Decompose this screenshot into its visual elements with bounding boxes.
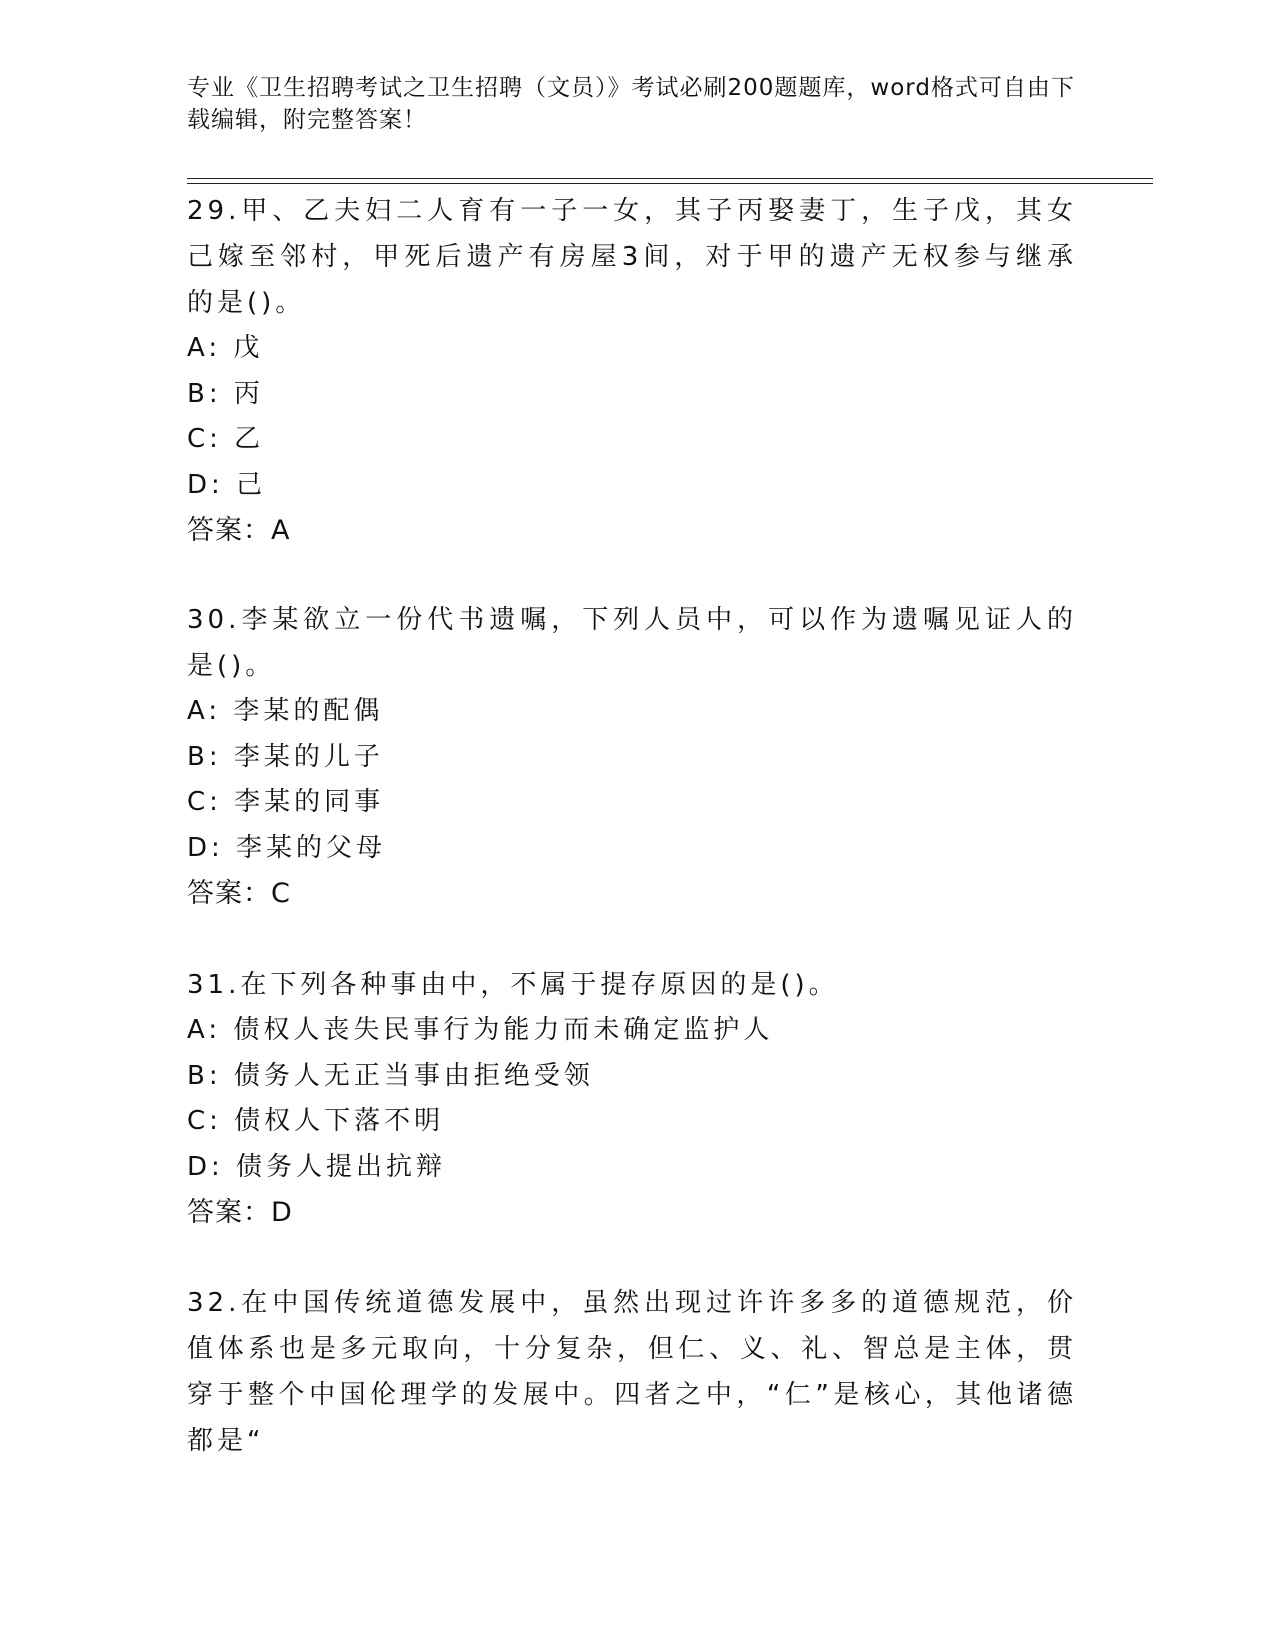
answer-label: 答案：C	[187, 878, 291, 909]
option-b: B: 债务人无正当事由拒绝受领	[187, 1060, 594, 1091]
question-stem: 32.在中国传统道德发展中，虽然出现过许许多多的道德规范，价值体系也是多元取向，十分复杂，但仁、义、礼、智总是主体，贯穿于整个中国伦理学的发展中。四者之中，“仁”是核心，其他诸德都是“	[187, 1288, 1077, 1456]
question-31	[187, 962, 1077, 1236]
question-stem: 31.在下列各种事由中，不属于提存原因的是()。	[187, 970, 839, 1000]
option-d: D: 债务人提出抗辩	[187, 1151, 447, 1182]
option-a: A: 戊	[187, 333, 264, 363]
option-d: D: 李某的父母	[187, 832, 387, 863]
question-stem: 29.甲、乙夫妇二人育有一子一女，其子丙娶妻丁，生子戊，其女己嫁至邻村，甲死后遗产有房屋3间，对于甲的遗产无权参与继承的是()。	[187, 196, 1077, 318]
intro-text: 专业《卫生招聘考试之卫生招聘（文员）》考试必刷200题题库，word格式可自由下载编辑，附完整答案！	[187, 75, 1075, 133]
option-b: B: 丙	[187, 378, 264, 409]
header-divider-top	[187, 178, 1153, 179]
option-c: C: 债权人下落不明	[187, 1106, 445, 1136]
question-30	[187, 597, 1077, 917]
option-a: A: 债权人丧失民事行为能力而未确定监护人	[187, 1015, 774, 1045]
question-29	[187, 188, 1077, 554]
option-c: C: 李某的同事	[187, 787, 385, 817]
answer-label: 答案：A	[187, 515, 291, 546]
option-a: A: 李某的配偶	[187, 696, 384, 726]
option-b: B: 李某的儿子	[187, 741, 384, 772]
header-divider-bottom	[187, 183, 1153, 184]
option-d: D: 己	[187, 469, 267, 500]
question-32	[187, 1280, 1077, 1464]
document-intro	[187, 72, 1077, 136]
answer-label: 答案：D	[187, 1197, 293, 1228]
question-stem: 30.李某欲立一份代书遗嘱，下列人员中，可以作为遗嘱见证人的是()。	[187, 605, 1077, 681]
option-c: C: 乙	[187, 424, 265, 454]
